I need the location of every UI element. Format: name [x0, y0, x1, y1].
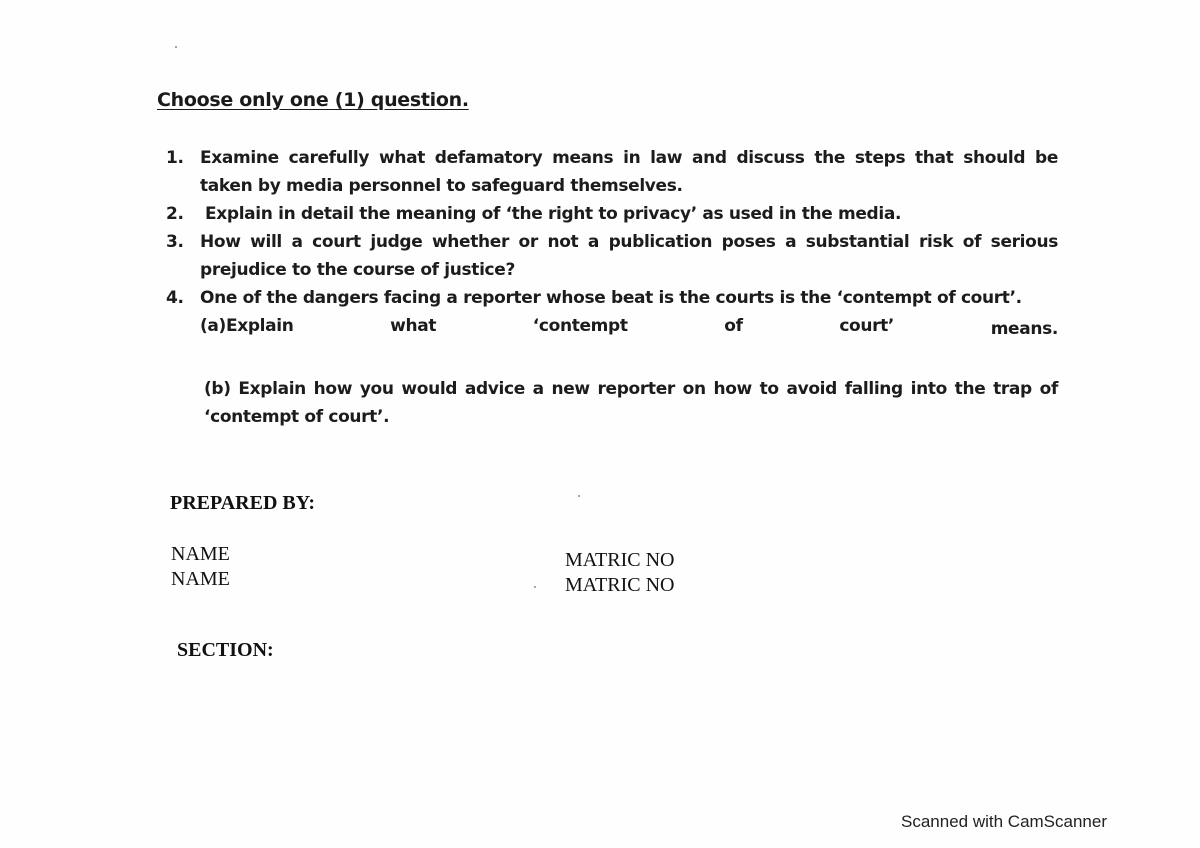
name-label: NAME: [171, 543, 230, 565]
part-a-word: ‘contempt: [532, 316, 628, 336]
name-label: NAME: [171, 568, 230, 590]
instruction-heading: Choose only one (1) question.: [157, 89, 469, 111]
question-number: 4.: [166, 288, 184, 308]
question-item: [166, 284, 1058, 431]
matric-no-label: MATRIC NO: [565, 549, 675, 571]
names-column: [171, 542, 230, 592]
scan-speck: [578, 495, 580, 497]
scan-speck: [175, 46, 177, 48]
question-item: [166, 144, 1058, 200]
question-number: 3.: [166, 232, 184, 252]
question-text: Explain in detail the meaning of ‘the right to privacy’ as used in the media.: [205, 204, 902, 224]
question-number: 1.: [166, 148, 184, 168]
question-text: How will a court judge whether or not a publication poses a substantial risk of serious prejudice to the course of justice?: [200, 232, 1058, 280]
part-a-word: of: [724, 316, 743, 336]
prepared-by-label: PREPARED BY:: [170, 492, 316, 514]
question-part-b: (b) Explain how you would advice a new reporter on how to avoid falling into the trap of ‘contempt of court’.: [204, 379, 1058, 427]
section-label: SECTION:: [177, 639, 274, 661]
part-a-word: means.: [990, 319, 1058, 339]
scan-speck: [534, 586, 536, 588]
part-a-word: court’: [839, 316, 895, 336]
part-a-word: what: [390, 316, 437, 336]
camscanner-watermark: Scanned with CamScanner: [901, 812, 1108, 831]
question-list: [166, 144, 1058, 431]
matric-no-label: MATRIC NO: [565, 574, 675, 596]
question-item: [166, 200, 1058, 228]
question-text: One of the dangers facing a reporter whose beat is the courts is the ‘contempt of court’.: [200, 288, 1022, 308]
question-number: 2.: [166, 204, 184, 224]
question-item: [166, 228, 1058, 284]
part-a-word: (a)Explain: [200, 316, 294, 336]
matric-column: [565, 548, 674, 598]
question-text: Examine carefully what defamatory means in law and discuss the steps that should be taken by media personnel to safeguard themselves.: [200, 148, 1058, 196]
question-part-a: [200, 312, 1058, 343]
